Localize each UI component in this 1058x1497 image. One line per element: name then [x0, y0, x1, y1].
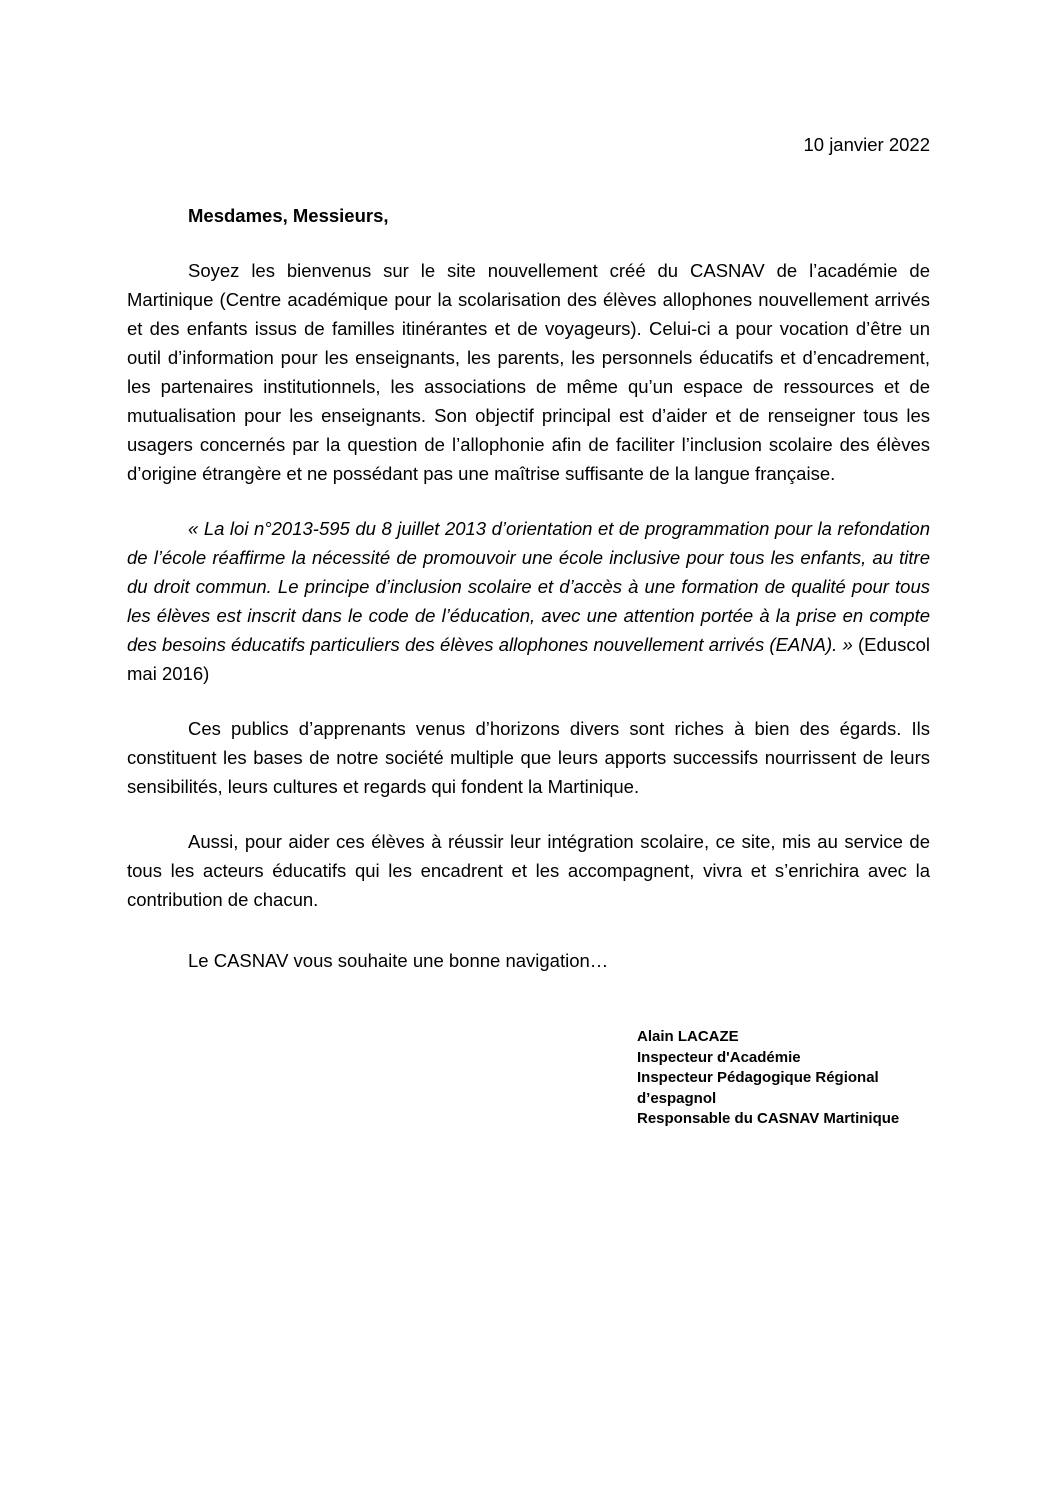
- paragraph-publics: Ces publics d’apprenants venus d’horizons divers sont riches à bien des égards. Ils constituent les bases de notre société multiple que leurs apports successifs nourrissent de leurs sensibilités, leurs cultures et regards qui fondent la Martinique.: [127, 718, 930, 797]
- letter-date: 10 janvier 2022: [803, 134, 930, 155]
- paragraph-aussi: Aussi, pour aider ces élèves à réussir leur intégration scolaire, ce site, mis au service de tous les acteurs éducatifs qui les encadrent et les accompagnent, vivra et s’enrichira avec la contribution de chacun.: [127, 831, 930, 910]
- closing-line: Le CASNAV vous souhaite une bonne navigation…: [188, 950, 609, 971]
- quote-text: « La loi n°2013-595 du 8 juillet 2013 d’orientation et de programmation pour la refondation de l’école réaffirme la nécessité de promouvoir une école inclusive pour tous les enfants, au titre du droit commun. Le principe d’inclusion scolaire et d’accès à une formation de qualité pour tous les élèves est inscrit dans le code de l’éducation, avec une attention portée à la prise en compte des besoins éducatifs particuliers des élèves allophones nouvellement arrivés (EANA). »: [127, 518, 930, 655]
- signature-title-casnav: Responsable du CASNAV Martinique: [637, 1110, 900, 1127]
- signature-title-regional: Inspecteur Pédagogique Régional d’espagnol: [637, 1069, 879, 1107]
- salutation: Mesdames, Messieurs,: [188, 205, 389, 226]
- signature-title-academie: Inspecteur d'Académie: [637, 1048, 801, 1066]
- paragraph-intro: Soyez les bienvenus sur le site nouvellement créé du CASNAV de l’académie de Martinique (Centre académique pour la scolarisation des élèves allophones nouvellement arrivés et des enfants issus de familles itinérantes et de voyageurs). Celui-ci a pour vocation d’être un outil d’information pour les enseignants, les parents, les personnels éducatifs et d’encadrement, les partenaires institutionnels, les associations de même qu’un espace de ressources et de mutualisation pour les enseignants. Son objectif principal est d’aider et de renseigner tous les usagers concernés par la question de l’allophonie afin de faciliter l’inclusion scolaire des élèves d’origine étrangère et ne possédant pas une maîtrise suffisante de la langue française.: [127, 260, 930, 484]
- signature-name: Alain LACAZE: [637, 1028, 739, 1045]
- quote-source: (Eduscol mai 2016): [127, 634, 930, 684]
- signature-block: [637, 1027, 930, 1130]
- paragraph-quote: [127, 514, 930, 688]
